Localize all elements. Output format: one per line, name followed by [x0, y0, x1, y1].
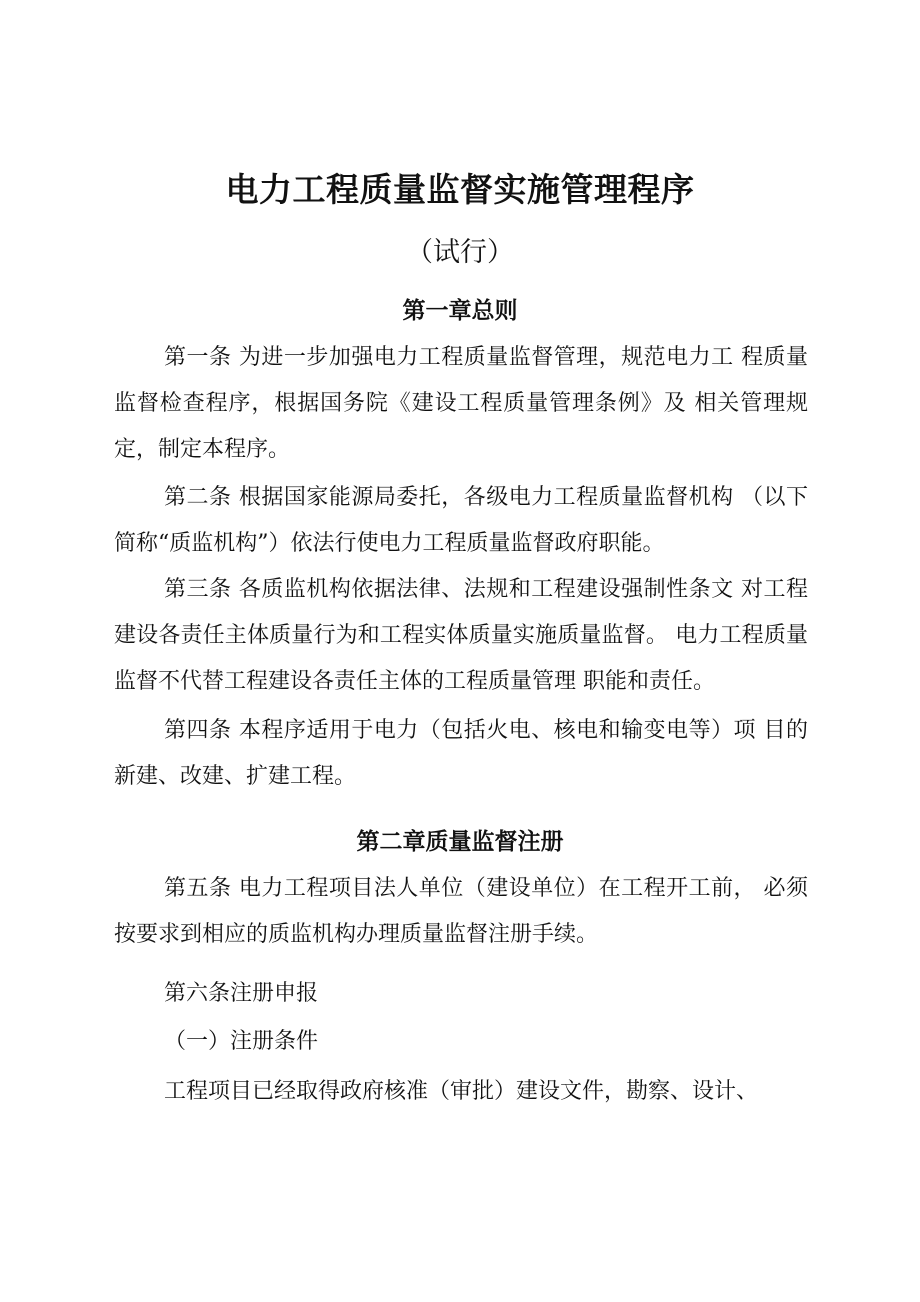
article-6: 第六条注册申报 [164, 981, 319, 1006]
article-2: 第二条 根据国家能源局委托，各级电力工程质量监督机构 （以下简称“质监机构”）依法行使电力工程质量监督政府职能。 [114, 485, 808, 556]
article-4: 第四条 本程序适用于电力（包括火电、核电和输变电等）项 目的新建、改建、扩建工程。 [114, 718, 808, 789]
document-title: 电力工程质量监督实施管理程序 [225, 170, 695, 209]
article-1: 第一条 为进一步加强电力工程质量监督管理，规范电力工 程质量监督检查程序，根据国务院《建设工程质量管理条例》及 相关管理规定，制定本程序。 [114, 345, 808, 462]
item-1-heading: （一）注册条件 [164, 1029, 319, 1054]
chapter-heading-2: 第二章质量监督注册 [356, 829, 564, 855]
condition-text: 工程项目已经取得政府核准（审批）建设文件，勘察、设计、 [164, 1079, 759, 1104]
document-subtitle: （试行） [406, 237, 514, 268]
article-5: 第五条 电力工程项目法人单位（建设单位）在工程开工前， 必须按要求到相应的质监机构办理质量监督注册手续。 [114, 876, 808, 947]
article-3: 第三条 各质监机构依据法律、法规和工程建设强制性条文 对工程建设各责任主体质量行为和工程实体质量实施质量监督。 电力工程质量监督不代替工程建设各责任主体的工程质量管理 职能和责任。 [114, 577, 808, 694]
chapter-heading-1: 第一章总则 [402, 298, 518, 324]
